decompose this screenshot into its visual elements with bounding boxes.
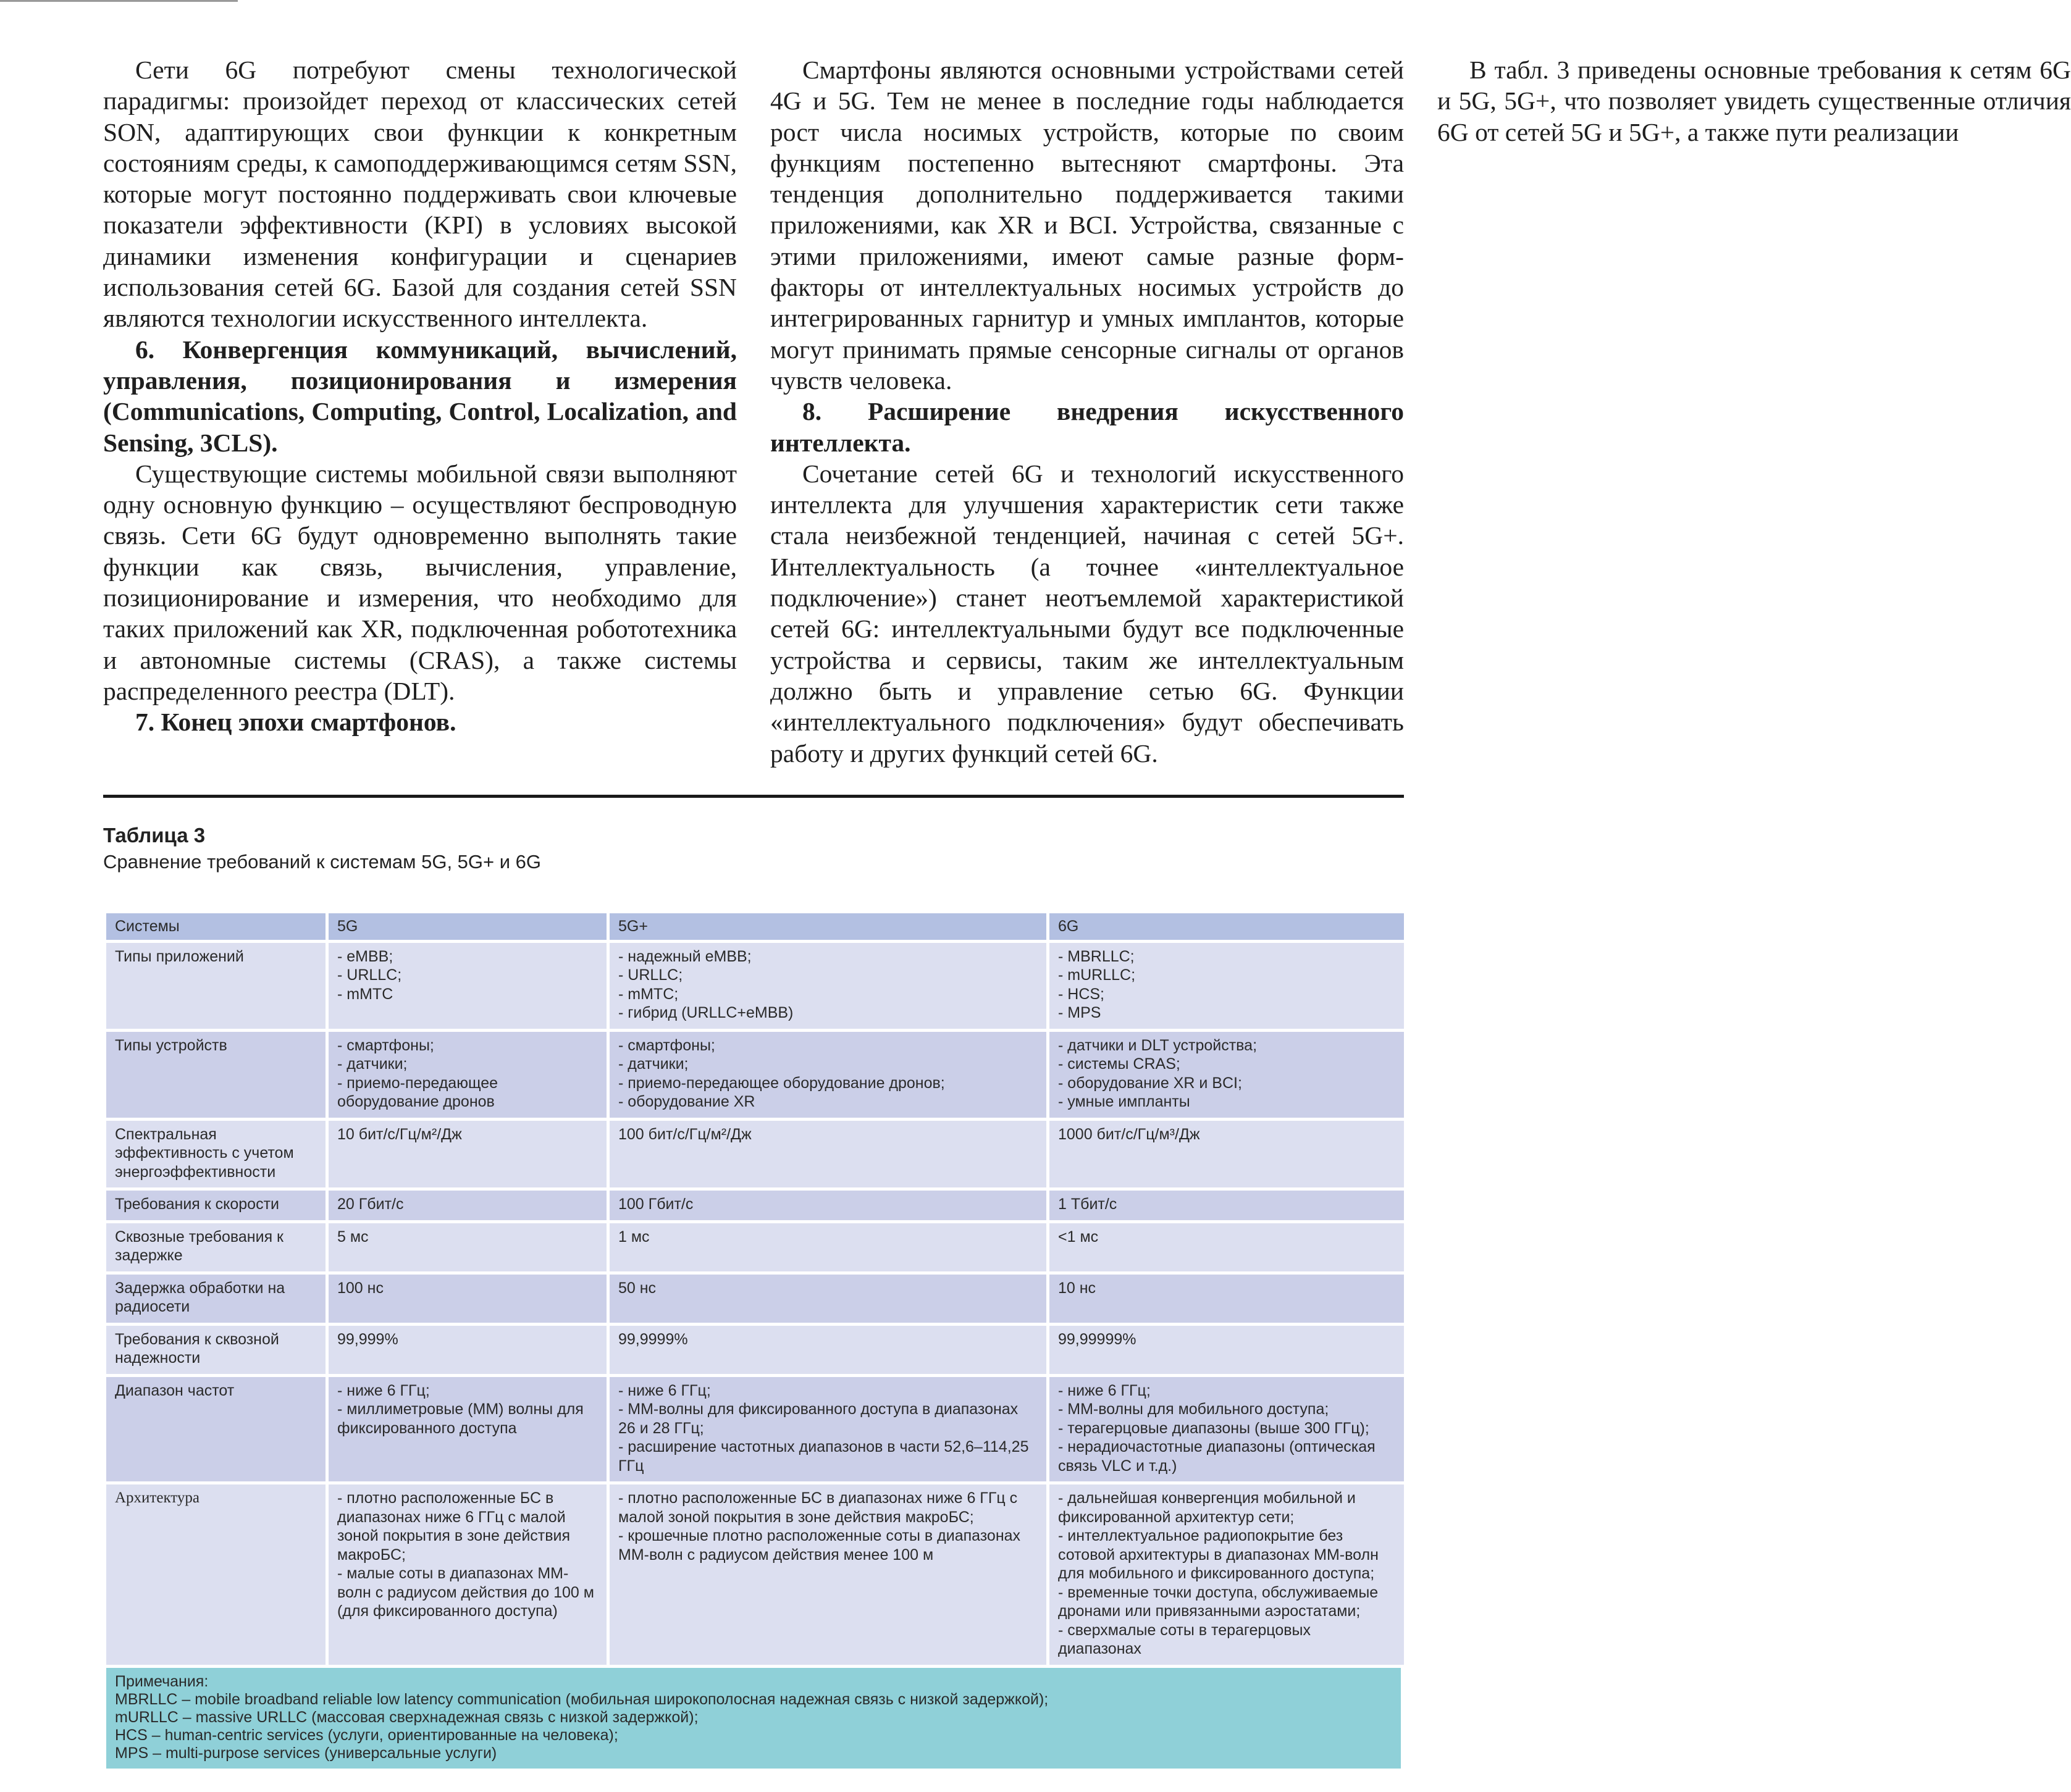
table-cell: 20 Гбит/с: [327, 1189, 608, 1222]
section-heading-8: 8. Расширение внедрения искусственного интеллекта.: [770, 397, 1404, 457]
table-cell: 99,99999%: [1048, 1324, 1406, 1375]
table-cell: 1 мс: [608, 1221, 1048, 1273]
table-cell: 100 нс: [327, 1273, 608, 1324]
header-cell: 5G+: [608, 912, 1048, 942]
row-label: Архитектура: [105, 1483, 327, 1667]
row-label: Спектральная эффективность с учетом энергоэффективности: [105, 1119, 327, 1189]
table-cell: 100 бит/с/Гц/м²/Дж: [608, 1119, 1048, 1189]
table-cell: - дальнейшая конвергенция мобильной и фиксированной архитектур сети; - интеллектуальное радиопокрытие без сотовой архитектуры в диапазонах ММ-волн для мобильного и фиксированного доступа; - временные точки доступа, обслуживаемые дронами или привязанными аэростатами; - сверхмалые соты в терагерцовых диапазонах: [1048, 1483, 1406, 1667]
table-cell: - надежный eMBB; - URLLC; - mMTC; - гибрид (URLLC+eMBB): [608, 941, 1048, 1030]
separator-rule: [103, 795, 1404, 798]
table-header-row: [105, 912, 1406, 942]
paragraph: Сети 6G потребуют смены технологической парадигмы: произойдет переход от классических сетей SON, адаптирующих свои функции к конкретным состояниям среды, к самоподдерживающимся сетям SSN, которые могут постоянно поддерживать свои ключевые показатели эффективности (KPI) в условиях высокой динамики изменения конфигурации и сценариев использования сетей 6G. Базой для создания сетей SSN являются технологии искусственного интеллекта.: [103, 56, 737, 333]
comparison-table: [103, 910, 1404, 1772]
table-row: [105, 1483, 1406, 1667]
table-cell: 1 Тбит/с: [1048, 1189, 1406, 1222]
table-cell: 99,9999%: [608, 1324, 1048, 1375]
table-caption: Сравнение требований к системам 5G, 5G+ и 6G: [103, 851, 542, 873]
table-cell: - плотно расположенные БС в диапазонах ниже 6 ГГц с малой зоной покрытия в зоне действия макроБС; - крошечные плотно расположенные соты в диапазонах ММ-волн с радиусом действия менее 100 м: [608, 1483, 1048, 1667]
paragraph: Смартфоны являются основными устройствами сетей 4G и 5G. Тем не менее в последние годы наблюдается рост числа носимых устройств, которые по своим функциям постепенно вытесняют смартфоны. Эта тенденция дополнительно поддерживается такими приложениями, как XR и BCI. Устройства, связанные с этими приложениями, имеют самые разные форм-факторы от интеллектуальных носимых устройств до интегрированных гарнитур и умных имплантов, которые могут принимать прямые сенсорные сигналы от органов чувств человека.: [770, 56, 1404, 395]
article-text: [103, 54, 2071, 780]
table-cell: 10 нс: [1048, 1273, 1406, 1324]
row-label: Сквозные требования к задержке: [105, 1221, 327, 1273]
table-cell: 1000 бит/с/Гц/м³/Дж: [1048, 1119, 1406, 1189]
row-label: Требования к сквозной надежности: [105, 1324, 327, 1375]
table-cell: <1 мс: [1048, 1221, 1406, 1273]
table-cell: 100 Гбит/с: [608, 1189, 1048, 1222]
table-row: [105, 1375, 1406, 1483]
table-title: Таблица 3: [103, 824, 206, 847]
header-cell: Системы: [105, 912, 327, 942]
table-row: [105, 1189, 1406, 1222]
section-heading-6: 6. Конвергенция коммуникаций, вычислений, управления, позиционирования и измерения (Communications, Computing, Control, Localization, and Sensing, 3CLS).: [103, 335, 737, 457]
table-cell: - eMBB; - URLLC; - mMTC: [327, 941, 608, 1030]
header-cell: 5G: [327, 912, 608, 942]
table-row: [105, 941, 1406, 1030]
table-cell: - смартфоны; - датчики; - приемо-передающее оборудование дронов; - оборудование XR: [608, 1030, 1048, 1119]
paragraph: Существующие системы мобильной связи выполняют одну основную функцию – осуществляют беспроводную связь. Сети 6G будут одновременно выполнять такие функции как связь, вычисления, управление, позиционирование и измерения, что необходимо для таких приложений как XR, подключенная робототехника и автономные системы (CRAS), а также системы распределенного реестра (DLT).: [103, 459, 737, 705]
table-notes: Примечания: MBRLLC – mobile broadband reliable low latency communication (мобильная широкополосная надежная связь с низкой задержкой); mURLLC – massive URLLC (массовая сверхнадежная связь с низкой задержкой); HCS – human-centric services (услуги, ориентированные на человека); MPS – multi-purpose services (универсальные услуги): [103, 1668, 1404, 1772]
row-label: Требования к скорости: [105, 1189, 327, 1222]
table-row: [105, 1221, 1406, 1273]
top-rule: [0, 0, 238, 2]
table-cell: 50 нс: [608, 1273, 1048, 1324]
paragraph: Сочетание сетей 6G и технологий искусственного интеллекта для улучшения характеристик сети также стала неизбежной тенденцией, начиная с сетей 5G+. Интеллектуальность (а точнее «интеллектуальное подключение») станет неотъемлемой характеристикой сетей 6G: интеллектуальными будут все подключенные устройства и сервисы, таким же интеллектуальным должно быть и управление сетью 6G. Функции «интеллектуального подключения» будут обеспечивать работу и других функций сетей 6G.: [770, 459, 1404, 768]
table-row: [105, 1273, 1406, 1324]
row-label: Типы устройств: [105, 1030, 327, 1119]
row-label: Задержка обработки на радиосети: [105, 1273, 327, 1324]
table-cell: - ниже 6 ГГц; - ММ-волны для мобильного доступа; - терагерцовые диапазоны (выше 300 ГГц); - нерадиочастотные диапазоны (оптическая связь VLC и т.д.): [1048, 1375, 1406, 1483]
table-cell: - плотно расположенные БС в диапазонах ниже 6 ГГц с малой зоной покрытия в зоне действия макроБС; - малые соты в диапазонах ММ-волн с радиусом действия до 100 м (для фиксированного доступа): [327, 1483, 608, 1667]
requirements-table: [103, 910, 1407, 1668]
row-label: Типы приложений: [105, 941, 327, 1030]
table-row: [105, 1119, 1406, 1189]
table-cell: - ниже 6 ГГц; - ММ-волны для фиксированного доступа в диапазонах 26 и 28 ГГц; - расширение частотных диапазонов в части 52,6–114,25 ГГц: [608, 1375, 1048, 1483]
paragraph: В табл. 3 приведены основные требования к сетям 6G и 5G, 5G+, что позволяет увидеть существенные отличия 6G от сетей 5G и 5G+, а также пути реализации: [1437, 56, 2071, 146]
table-cell: - датчики и DLT устройства; - системы CRAS; - оборудование XR и BCI; - умные импланты: [1048, 1030, 1406, 1119]
table-cell: - ниже 6 ГГц; - миллиметровые (ММ) волны для фиксированного доступа: [327, 1375, 608, 1483]
table-cell: - смартфоны; - датчики; - приемо-передающее оборудование дронов: [327, 1030, 608, 1119]
section-heading-7: 7. Конец эпохи смартфонов.: [135, 708, 456, 737]
table-cell: 99,999%: [327, 1324, 608, 1375]
table-cell: - MBRLLC; - mURLLC; - HCS; - MPS: [1048, 941, 1406, 1030]
table-cell: 5 мс: [327, 1221, 608, 1273]
table-cell: 10 бит/с/Гц/м²/Дж: [327, 1119, 608, 1189]
table-row: [105, 1030, 1406, 1119]
row-label: Диапазон частот: [105, 1375, 327, 1483]
table-row: [105, 1324, 1406, 1375]
header-cell: 6G: [1048, 912, 1406, 942]
